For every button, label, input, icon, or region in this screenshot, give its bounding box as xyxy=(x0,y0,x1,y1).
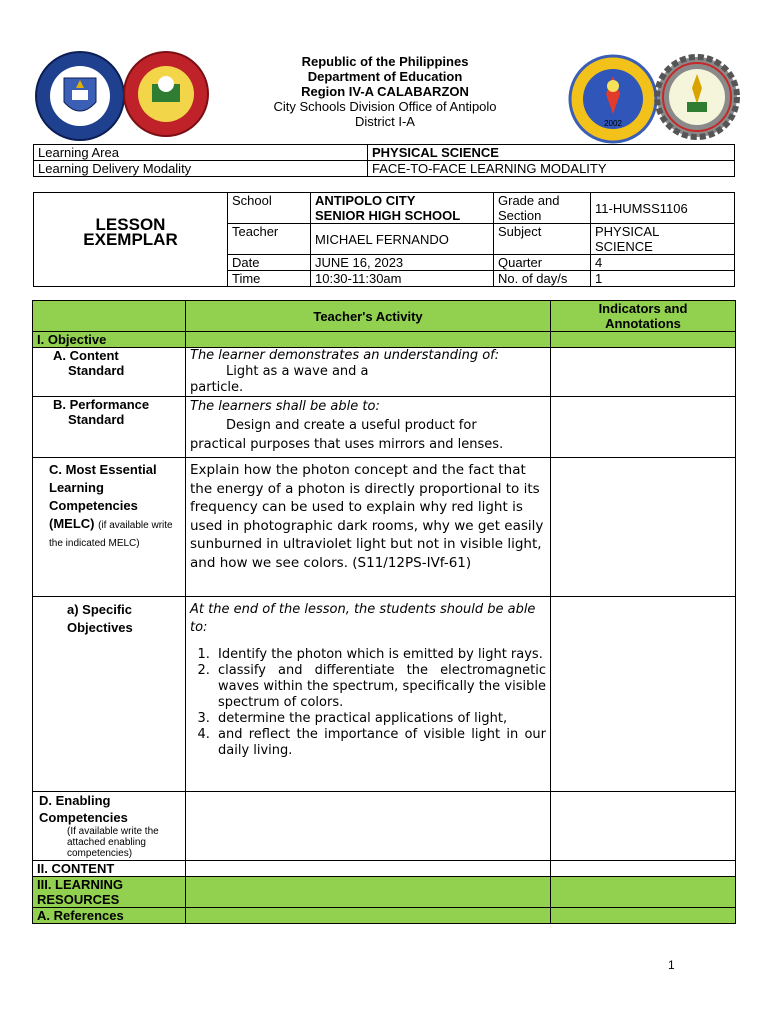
melc-text: Explain how the photon concept and the fact that the energy of a photon is directly proportional to its frequency can be used to explain why red light is used in photographic dark rooms, why we get easily sunburned in ultraviolet light but not in visible light, and how we see colors. (S11/12PS-IVf-61) xyxy=(186,458,551,597)
table-row xyxy=(33,877,736,908)
grade-label-line-2: Section xyxy=(498,208,542,223)
content-standard-intro: The learner demonstrates an understanding of: xyxy=(190,348,500,363)
header-department: Department of Education xyxy=(307,69,463,84)
performance-standard-indicator xyxy=(551,397,736,458)
header-district: District I-A xyxy=(355,114,415,129)
enabling-competencies-label xyxy=(33,792,186,861)
content-standard-line-1: Light as a wave and a xyxy=(226,364,369,379)
content-standard-label-line-1: A. Content xyxy=(53,348,119,363)
subject-value-line-2: SCIENCE xyxy=(595,239,653,254)
enabling-label-line-1: D. Enabling xyxy=(39,793,111,808)
list-item: 4. and reflect the importance of visible light in our daily living. xyxy=(214,727,546,759)
lesson-plan-table xyxy=(32,300,736,924)
melc-label-line-2: Learning xyxy=(49,480,104,495)
title-line-1: LESSON xyxy=(95,214,166,234)
division-seal-logo xyxy=(122,50,210,138)
learning-resources-activity xyxy=(186,877,551,908)
table-row xyxy=(33,348,736,397)
specific-objectives-label-line-1: a) Specific xyxy=(67,602,133,617)
table-row xyxy=(33,861,736,877)
content-standard-label-line-2: Standard xyxy=(68,363,125,378)
days-label: No. of day/s xyxy=(494,271,591,287)
col-teachers-activity: Teacher's Activity xyxy=(186,301,551,332)
table-header-row xyxy=(33,301,736,332)
school-value-line-2: SENIOR HIGH SCHOOL xyxy=(315,208,461,223)
title-line-2: EXEMPLAR xyxy=(83,229,178,249)
learning-resources-line-1: III. LEARNING xyxy=(37,877,123,892)
content-section-label: II. CONTENT xyxy=(33,861,186,877)
learning-area-value: PHYSICAL SCIENCE xyxy=(368,145,735,161)
table-row xyxy=(33,458,736,597)
learning-area-table xyxy=(33,144,735,177)
time-label: Time xyxy=(228,271,311,287)
melc-label xyxy=(33,458,186,597)
specific-objectives-label-line-2: Objectives xyxy=(67,620,133,635)
table-row xyxy=(33,332,736,348)
objective-activity-cell xyxy=(186,332,551,348)
col-indicators-line-2: Annotations xyxy=(605,316,681,331)
table-row xyxy=(33,397,736,458)
content-standard-label xyxy=(33,348,186,397)
performance-standard-text xyxy=(186,397,551,458)
list-item: 1. Identify the photon which is emitted by light rays. xyxy=(214,647,546,663)
melc-note: (if available write the indicated MELC) xyxy=(49,520,173,549)
subject-value xyxy=(591,224,735,255)
grade-label xyxy=(494,193,591,224)
subject-value-line-1: PHYSICAL xyxy=(595,224,660,239)
deped-year-text: 2002 xyxy=(604,119,622,128)
enabling-label-line-2: Competencies xyxy=(39,810,128,825)
school-label: School xyxy=(228,193,311,224)
melc-indicator xyxy=(551,458,736,597)
header-republic: Republic of the Philippines xyxy=(301,54,469,69)
days-value: 1 xyxy=(591,271,735,287)
objective-indicator-cell xyxy=(551,332,736,348)
performance-standard-line-2: practical purposes that uses mirrors and lenses. xyxy=(190,437,504,452)
modality-label: Learning Delivery Modality xyxy=(34,161,368,177)
lesson-exemplar-title xyxy=(34,193,228,271)
title-spacer xyxy=(34,271,228,287)
melc-label-line-4: (MELC) xyxy=(49,516,95,531)
objective-label: I. Objective xyxy=(33,332,186,348)
table-row xyxy=(34,145,735,161)
enabling-competencies-text xyxy=(186,792,551,861)
performance-standard-label-line-2: Standard xyxy=(68,412,125,427)
school-value xyxy=(311,193,494,224)
list-item: 2. classify and differentiate the electromagnetic waves within the spectrum, specifically the visible spectrum of colors. xyxy=(214,663,546,711)
performance-standard-line-1: Design and create a useful product for xyxy=(226,418,477,433)
page-number: 1 xyxy=(668,958,675,972)
table-row xyxy=(33,908,736,924)
header-blank-cell xyxy=(33,301,186,332)
date-label: Date xyxy=(228,255,311,271)
document-header xyxy=(200,54,570,129)
quarter-label: Quarter xyxy=(494,255,591,271)
references-indicator xyxy=(551,908,736,924)
modality-value: FACE-TO-FACE LEARNING MODALITY xyxy=(368,161,735,177)
school-value-line-1: ANTIPOLO CITY xyxy=(315,193,416,208)
references-activity xyxy=(186,908,551,924)
school-seal-logo xyxy=(654,52,740,142)
content-standard-text xyxy=(186,348,551,397)
content-section-indicator xyxy=(551,861,736,877)
specific-objectives-label xyxy=(33,597,186,792)
references-label: A. References xyxy=(33,908,186,924)
specific-objectives-list xyxy=(190,647,546,759)
learning-area-label: Learning Area xyxy=(34,145,368,161)
grade-value: 11-HUMSS1106 xyxy=(591,193,735,224)
deped-seal-logo xyxy=(34,50,126,142)
specific-objectives-text xyxy=(186,597,551,792)
performance-standard-intro: The learners shall be able to: xyxy=(190,399,380,414)
specific-objectives-intro: At the end of the lesson, the students should be able to: xyxy=(190,602,536,635)
date-value: JUNE 16, 2023 xyxy=(311,255,494,271)
performance-standard-label xyxy=(33,397,186,458)
table-row xyxy=(33,597,736,792)
teacher-value: MICHAEL FERNANDO xyxy=(311,224,494,255)
learning-resources-indicator xyxy=(551,877,736,908)
specific-objectives-indicator xyxy=(551,597,736,792)
enabling-competencies-indicator xyxy=(551,792,736,861)
grade-label-line-1: Grade and xyxy=(498,193,560,208)
learning-resources-line-2: RESOURCES xyxy=(37,892,120,907)
content-section-activity xyxy=(186,861,551,877)
content-standard-indicator xyxy=(551,348,736,397)
melc-label-line-3: Competencies xyxy=(49,498,138,513)
table-row xyxy=(34,271,735,287)
enabling-note: (If available write the attached enabling competencies) xyxy=(67,826,159,859)
time-value: 10:30-11:30am xyxy=(311,271,494,287)
header-division: City Schools Division Office of Antipolo xyxy=(273,99,497,114)
melc-label-line-1: C. Most Essential xyxy=(49,462,157,477)
deped-division-logo xyxy=(568,54,658,144)
col-indicators xyxy=(551,301,736,332)
subject-label: Subject xyxy=(494,224,591,255)
teacher-label: Teacher xyxy=(228,224,311,255)
header-region: Region IV-A CALABARZON xyxy=(301,84,469,99)
table-row xyxy=(34,161,735,177)
col-indicators-line-1: Indicators and xyxy=(598,301,688,316)
performance-standard-label-line-1: B. Performance xyxy=(53,397,150,412)
learning-resources-label xyxy=(33,877,186,908)
table-row xyxy=(33,792,736,861)
list-item: 3. determine the practical applications of light, xyxy=(214,711,546,727)
quarter-value: 4 xyxy=(591,255,735,271)
table-row xyxy=(34,193,735,224)
content-standard-line-2: particle. xyxy=(190,380,244,395)
lesson-exemplar-table xyxy=(33,192,735,287)
